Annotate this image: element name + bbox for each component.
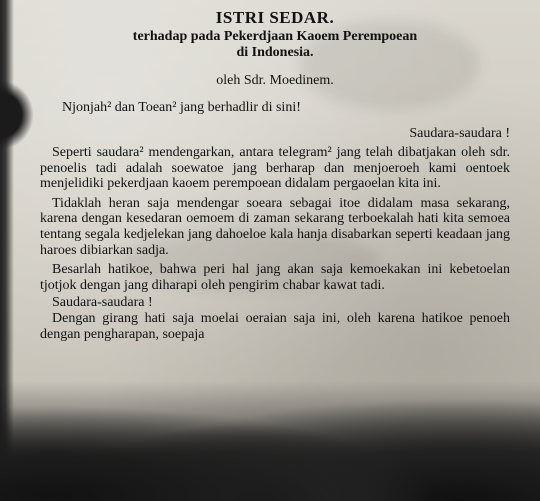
salutation-2: Saudara-saudara ! [52, 295, 153, 311]
article-author: oleh Sdr. Moedinem. [216, 73, 334, 88]
damaged-bottom-edge [0, 381, 540, 501]
greeting-line: Njonjah² dan Toean² jang berhadlir di sini! [62, 100, 301, 115]
article-subtitle-line1: terhadap pada Pekerdjaan Kaoem Perempoean [132, 29, 418, 44]
article-title: ISTRI SEDAR. [215, 8, 335, 27]
article-subtitle-line2: di Indonesia. [236, 45, 314, 60]
paragraph-3: Besarlah hatikoe, bahwa peri hal jang akan saja kemoekakan ini kebetoelan tjotjok dengan jang diharapi oleh pengirim chabar kawat tadi. [40, 262, 510, 293]
paragraph-1: Seperti saudara² mendengarkan, antara telegram² jang telah dibatjakan oleh sdr. penoelis tadi adalah soewatoe jang berharap dan menjoeroeh kami oentoek menjelidiki pekerdjaan kaoem perempoean didalam pergaoelan kita ini. [40, 145, 510, 192]
salutation: Saudara-saudara ! [409, 126, 510, 141]
paragraph-4: Dengan girang hati saja moelai oeraian saja ini, oleh karena hatikoe penoeh dengan pengharapan, soepaja [40, 310, 510, 342]
paragraph-2: Tidaklah heran saja mendengar soeara sebagai itoe didalam masa sekarang, karena dengan kesedaran oemoem di zaman sekarang terboekalah hati kita semoea tentang segala kedjelekan jang dahoeloe kala hanja disabarkan seperti keadaan jang haroes dibiarkan sadja. [40, 195, 510, 258]
paper-tear [0, 80, 34, 150]
article-body [40, 8, 510, 342]
